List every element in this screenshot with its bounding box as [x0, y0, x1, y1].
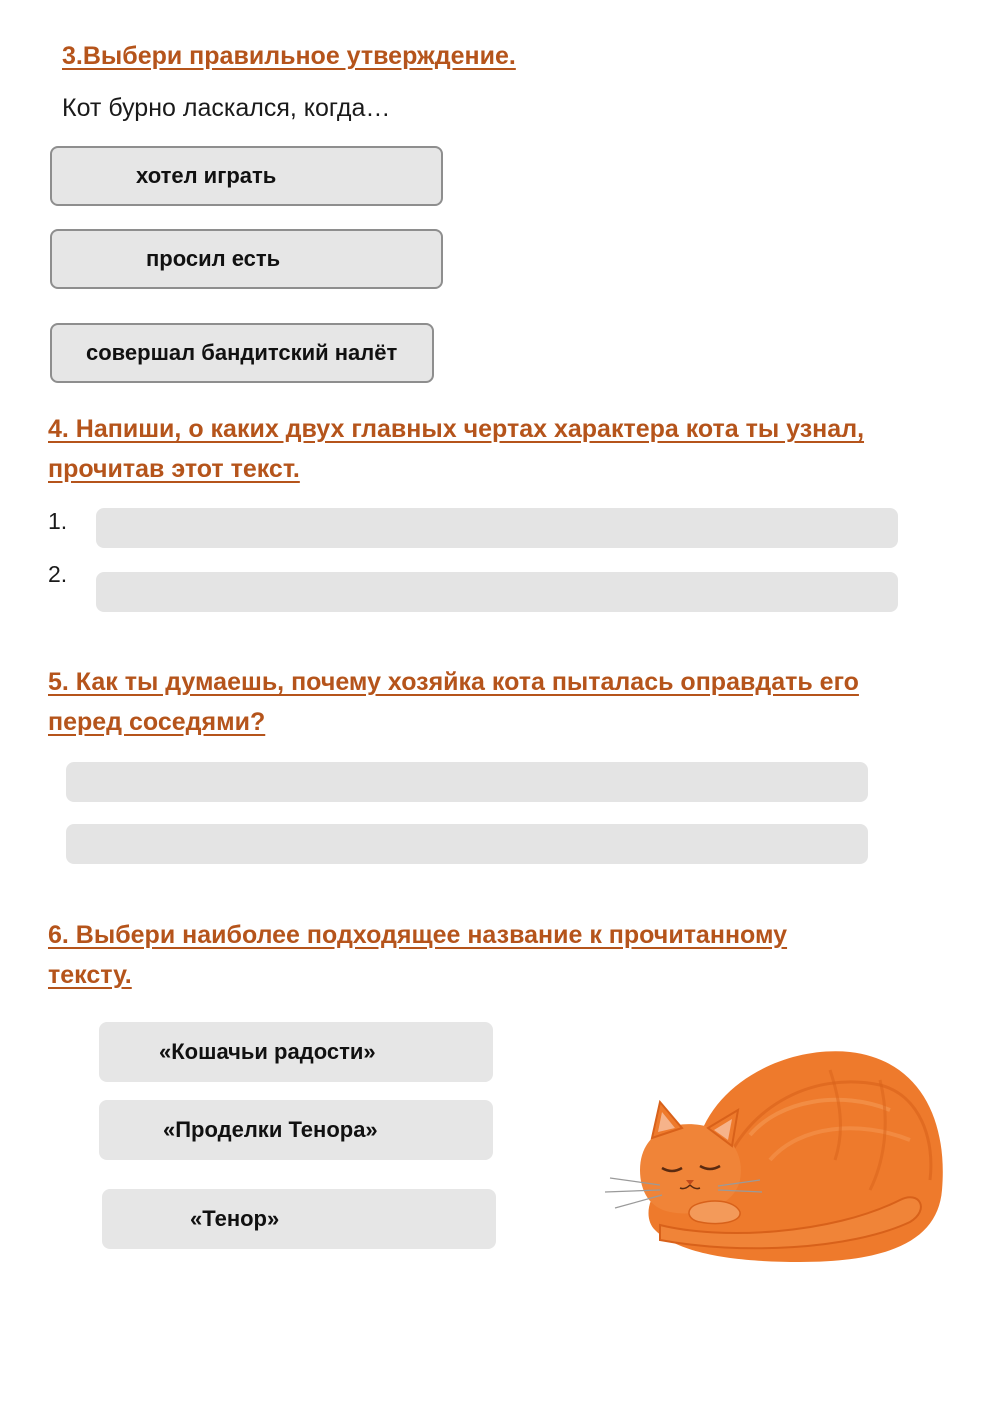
option-label: «Тенор» [190, 1206, 280, 1231]
q4-title-line1: 4. Напиши, о каких двух главных чертах характера кота ты узнал, [48, 415, 865, 443]
q3-option-eat[interactable] [50, 229, 443, 289]
q6-option-tenor[interactable] [102, 1189, 496, 1249]
answer-number-1: 1. [48, 508, 68, 534]
q5-title-line2: перед соседями? [48, 708, 266, 736]
q3-option-play[interactable] [50, 146, 443, 206]
q5-title-line1: 5. Как ты думаешь, почему хозяйка кота пыталась оправдать его [48, 668, 859, 696]
q4-title-line2: прочитав этот текст. [48, 455, 300, 483]
answer-number-2: 2. [48, 561, 68, 587]
q5-answer-field-1[interactable] [66, 762, 868, 802]
option-label: хотел играть [136, 163, 277, 188]
q6-title-line1: 6. Выбери наиболее подходящее название к прочитанному [48, 921, 788, 949]
q5-answer-field-2[interactable] [66, 824, 868, 864]
q3-prompt: Кот бурно ласкался, когда… [62, 94, 391, 122]
q3-title: 3.Выбери правильное утверждение. [62, 42, 516, 70]
option-label: совершал бандитский налёт [86, 340, 398, 365]
q3-option-raid[interactable] [50, 323, 434, 383]
option-label: просил есть [146, 246, 281, 271]
q6-option-cat-joys[interactable] [99, 1022, 493, 1082]
q6-option-tenor-tricks[interactable] [99, 1100, 493, 1160]
q6-title-line2: тексту. [48, 961, 132, 989]
q4-answer-field-1[interactable] [96, 508, 898, 548]
sleeping-cat-illustration [600, 1040, 950, 1270]
option-label: «Кошачьи радости» [159, 1039, 376, 1064]
q4-answer-field-2[interactable] [96, 572, 898, 612]
option-label: «Проделки Тенора» [163, 1117, 378, 1142]
